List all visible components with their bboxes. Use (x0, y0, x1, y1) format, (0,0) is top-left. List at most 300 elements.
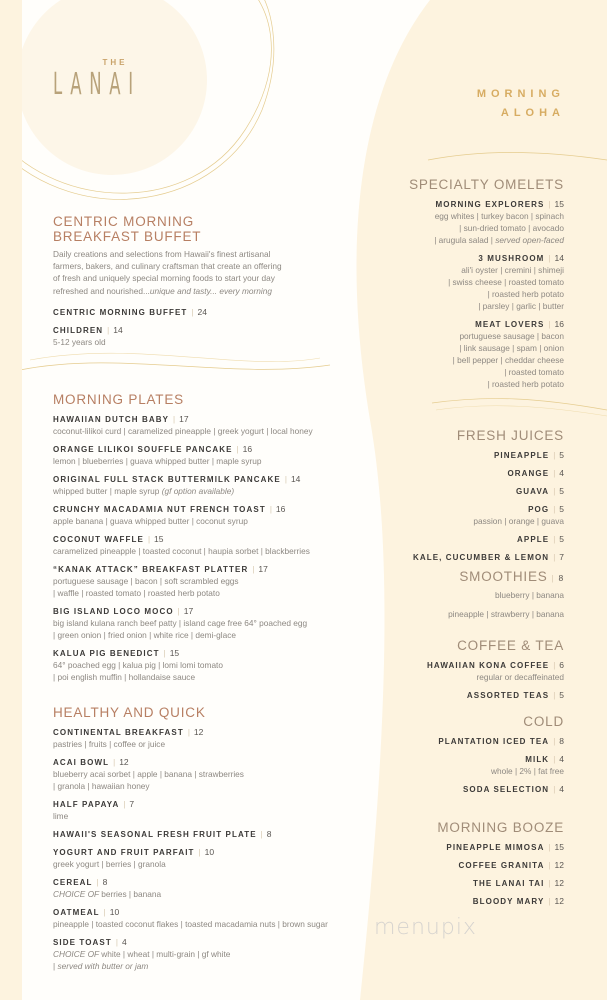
menu-item (53, 604, 373, 641)
menu-item (53, 797, 373, 822)
menu-item (364, 550, 564, 563)
tagline-line: ALOHA (500, 107, 565, 119)
description-text: caramelized pineapple | toasted coconut | haupia sorbet | blackberries (53, 546, 310, 556)
section-smoothies (364, 569, 564, 620)
menu-item (364, 734, 564, 747)
section-title: BREAKFAST BUFFET (53, 229, 202, 244)
item-description (364, 590, 564, 601)
item-price: 16 (275, 504, 286, 514)
intro-text: refreshed and nourished... (53, 285, 150, 296)
item-name: HAWAII'S SEASONAL FRESH FRUIT PLATE (53, 830, 257, 839)
separator: | (548, 897, 551, 906)
item-description (364, 378, 564, 390)
separator: | (163, 649, 166, 658)
separator: | (177, 607, 180, 616)
menu-item (364, 590, 564, 601)
section-title-text: HEALTHY AND QUICK (53, 705, 206, 720)
item-header (364, 197, 564, 210)
item-price: 12 (193, 727, 204, 737)
description-text: | roasted tomato (504, 367, 564, 377)
item-name: ACAI BOWL (53, 758, 110, 767)
item-description (53, 659, 373, 671)
item-name: MEAT LOVERS (475, 320, 545, 329)
gold-divider (30, 353, 320, 361)
item-description (53, 858, 373, 870)
item-name: CENTRIC MORNING BUFFET (53, 307, 188, 317)
description-text: CHOICE OF (53, 889, 102, 899)
separator: | (284, 475, 287, 484)
separator: | (548, 320, 551, 329)
item-header (53, 472, 373, 485)
item-description (364, 609, 564, 620)
description-text: served with butter or jam (57, 961, 149, 971)
menu-item (53, 502, 373, 527)
separator: | (269, 505, 272, 514)
description-text: blueberry acai sorbet | apple | banana | strawberries (53, 769, 244, 779)
menu-item (53, 562, 373, 599)
item-name: HAWAIIAN DUTCH BABY (53, 415, 170, 424)
item-description (53, 575, 373, 587)
item-description (364, 330, 564, 342)
separator: | (548, 861, 551, 870)
separator: | (123, 800, 126, 809)
item-price: 4 (121, 937, 127, 947)
separator: | (113, 758, 116, 767)
section-title (364, 638, 564, 653)
item-name: CEREAL (53, 878, 93, 887)
restaurant-logo (40, 58, 190, 102)
menu-item (364, 317, 564, 390)
separator: | (187, 728, 190, 737)
item-price: 17 (179, 414, 189, 424)
item-price: 16 (242, 444, 253, 454)
item-header (364, 858, 564, 871)
menu-item (364, 782, 564, 795)
menu-item (364, 197, 564, 246)
item-header (364, 734, 564, 747)
menu-item (364, 752, 564, 777)
description-text: | roasted herb potato (487, 289, 564, 299)
description-text: coconut-lilikoi curd | caramelized pineapple | greek yogurt | local honey (53, 426, 313, 436)
separator: | (553, 469, 556, 478)
section-title-text: COLD (523, 714, 564, 729)
item-header (53, 532, 373, 545)
item-header (53, 323, 373, 336)
description-text: portuguese sausage | bacon (459, 331, 564, 341)
item-description (53, 888, 373, 900)
section-morning-plates (53, 392, 373, 683)
description-text: portuguese sausage | bacon | soft scrambled eggs (53, 576, 239, 586)
item-name: HAWAIIAN KONA COFFEE (427, 661, 550, 670)
tagline-line: MORNING (476, 88, 565, 100)
menu-item (53, 755, 373, 792)
separator: | (96, 878, 99, 887)
item-description (364, 276, 564, 288)
item-description (364, 671, 564, 683)
item-price: 14 (113, 324, 123, 335)
menu-item (364, 251, 564, 312)
item-name: THE LANAI TAI (472, 879, 545, 888)
item-header (364, 484, 564, 497)
description-text: ali'i oyster | cremini | shimeji (461, 265, 564, 275)
item-description (53, 810, 373, 822)
separator: | (553, 737, 556, 746)
separator: | (260, 830, 263, 839)
item-header (364, 894, 564, 907)
separator: | (103, 908, 106, 917)
logo-name: LANAI (53, 67, 141, 102)
item-header (53, 412, 373, 425)
item-name: CHILDREN (53, 325, 104, 335)
section-title-text: COFFEE & TEA (457, 638, 564, 653)
separator: | (551, 574, 555, 583)
description-text: lemon | blueberries | guava whipped butter | maple syrup (53, 456, 262, 466)
item-description (53, 425, 373, 437)
item-name: CRUNCHY MACADAMIA NUT FRENCH TOAST (53, 505, 266, 514)
item-price: 15 (554, 842, 564, 852)
section-price: 8 (558, 573, 564, 583)
gold-divider (20, 363, 330, 370)
item-price: 12 (554, 860, 564, 870)
separator: | (553, 451, 556, 460)
item-description (53, 455, 373, 467)
item-header (53, 502, 373, 515)
menu-item (364, 658, 564, 683)
item-price: 12 (554, 878, 564, 888)
menu-item (53, 323, 373, 348)
item-header (364, 840, 564, 853)
item-header (53, 725, 373, 738)
description-text: | bell pepper | cheddar cheese (452, 355, 564, 365)
item-header (364, 317, 564, 330)
item-price: 24 (197, 306, 207, 317)
description-text: white | wheat | multi-grain | gf white (101, 949, 231, 959)
item-name: BLOODY MARY (472, 897, 545, 906)
separator: | (553, 535, 556, 544)
left-cream-strip (0, 0, 22, 1000)
item-price: 8 (102, 877, 108, 887)
item-price: 14 (290, 474, 301, 484)
menu-item (364, 448, 564, 461)
item-header (53, 797, 373, 810)
section-title-text: SMOOTHIES (459, 569, 548, 584)
item-price: 12 (119, 757, 129, 767)
item-header (53, 442, 373, 455)
section-title (53, 705, 373, 720)
item-description (53, 587, 373, 599)
separator: | (236, 445, 239, 454)
item-name: MORNING EXPLORERS (435, 200, 545, 209)
item-price: 7 (129, 799, 135, 809)
intro-line: of fresh and uniquely special morning foods to start your day (53, 273, 275, 284)
item-name: PINEAPPLE (493, 451, 550, 460)
description-text: | roasted herb potato (487, 379, 564, 389)
item-header (53, 646, 373, 659)
item-price: 8 (559, 736, 564, 746)
item-name: CONTINENTAL BREAKFAST (53, 728, 184, 737)
item-price: 16 (554, 319, 564, 329)
description-text: lime (53, 811, 69, 821)
item-name: ORIGINAL FULL STACK BUTTERMILK PANCAKE (53, 475, 281, 484)
description-text: greek yogurt | berries | granola (53, 859, 166, 869)
item-name: “KANAK ATTACK” BREAKFAST PLATTER (53, 565, 249, 574)
description-text: served open-faced (495, 235, 564, 245)
item-price: 15 (169, 648, 180, 658)
description-text: 64° poached egg | kalua pig | lomi lomi tomato (53, 660, 223, 670)
description-text: | sun-dried tomato | avocado (459, 223, 564, 233)
buffet-intro (53, 248, 373, 297)
section-title (364, 428, 564, 443)
description-text: | swiss cheese | roasted tomato (448, 277, 564, 287)
item-header (364, 532, 564, 545)
item-price: 5 (559, 486, 564, 496)
separator: | (173, 415, 176, 424)
description-text: CHOICE OF (53, 949, 102, 959)
item-description (53, 960, 373, 972)
item-price: 10 (109, 907, 120, 917)
item-price: 17 (183, 606, 194, 616)
item-name: HALF PAPAYA (53, 800, 120, 809)
intro-line: Daily creations and selections from Hawaii's finest artisanal (53, 249, 271, 259)
description-text: (gf option available) (161, 486, 235, 496)
item-header (53, 562, 373, 575)
item-name: 3 MUSHROOM (478, 254, 545, 263)
item-description (364, 288, 564, 300)
item-price: 12 (554, 896, 564, 906)
item-header (364, 752, 564, 765)
separator: | (553, 755, 556, 764)
description-text: | green onion | fried onion | white rice | demi-glace (53, 630, 236, 640)
item-price: 10 (204, 847, 215, 857)
item-name: YOGURT AND FRUIT PARFAIT (53, 848, 195, 857)
watermark: menupix (374, 915, 477, 940)
description-text: passion | orange | guava (473, 516, 564, 526)
item-header (53, 875, 373, 888)
intro-tagline: unique and tasty... every morning (149, 285, 272, 296)
description-text: big island kulana ranch beef patty | island cage free 64° poached egg (53, 618, 308, 628)
item-description (53, 918, 373, 930)
menu-item (53, 845, 373, 870)
item-header (364, 448, 564, 461)
item-name: OATMEAL (53, 908, 100, 917)
item-header (364, 688, 564, 701)
section-title-text: FRESH JUICES (456, 428, 564, 443)
section-morning-booze (364, 820, 564, 907)
item-description (364, 515, 564, 527)
separator: | (553, 553, 556, 562)
item-price: 4 (559, 784, 564, 794)
item-name: SODA SELECTION (462, 785, 550, 794)
separator: | (115, 938, 118, 947)
separator: | (198, 848, 201, 857)
item-description (53, 545, 373, 557)
menu-item (53, 305, 373, 318)
item-description (364, 765, 564, 777)
separator: | (553, 487, 556, 496)
menu-item (53, 905, 373, 930)
item-header (364, 782, 564, 795)
menu-item (364, 840, 564, 853)
item-name: COFFEE GRANITA (458, 861, 545, 870)
description-text: | granola | hawaiian honey (53, 781, 150, 791)
item-name: MILK (525, 755, 550, 764)
section-cold (364, 714, 564, 795)
description-text: pineapple | strawberry | banana (448, 609, 564, 619)
description-text: pineapple | toasted coconut flakes | toasted macadamia nuts | brown sugar (53, 919, 328, 929)
item-name: ORANGE (507, 469, 550, 478)
item-description (53, 629, 373, 641)
section-title: CENTRIC MORNING (53, 214, 194, 229)
menu-item (364, 484, 564, 497)
item-price: 14 (554, 253, 564, 263)
item-price: 15 (554, 199, 564, 209)
separator: | (252, 565, 255, 574)
section-fresh-juices (364, 428, 564, 563)
description-text: | parsley | garlic | butter (478, 301, 564, 311)
item-price: 5 (559, 450, 564, 460)
menu-item (364, 502, 564, 527)
item-header (364, 658, 564, 671)
item-price: 8 (266, 829, 272, 839)
description-text: | waffle | roasted tomato | roasted herb potato (53, 588, 220, 598)
menu-item (53, 532, 373, 557)
item-description (53, 485, 373, 497)
description-text: egg whites | turkey bacon | spinach (434, 211, 564, 221)
item-header (53, 604, 373, 617)
separator: | (548, 254, 551, 263)
description-text: | (53, 961, 58, 971)
item-description (53, 780, 373, 792)
item-header (53, 755, 373, 768)
item-header (53, 305, 373, 318)
item-description (364, 354, 564, 366)
section-title (364, 569, 564, 586)
item-price: 6 (559, 660, 564, 670)
item-name: APPLE (517, 535, 550, 544)
item-header (364, 502, 564, 515)
item-header (364, 550, 564, 563)
item-description (53, 336, 373, 348)
section-title-text: MORNING PLATES (53, 392, 184, 407)
separator: | (553, 691, 556, 700)
menu-item (53, 875, 373, 900)
item-description (364, 300, 564, 312)
item-description (364, 342, 564, 354)
item-price: 4 (559, 754, 564, 764)
section-title (364, 177, 564, 192)
item-description (53, 738, 373, 750)
section-title (53, 392, 373, 407)
item-description (53, 671, 373, 683)
item-name: KALUA PIG BENEDICT (53, 649, 160, 658)
separator: | (548, 200, 551, 209)
description-text: apple banana | guava whipped butter | coconut syrup (53, 516, 248, 526)
item-description (53, 515, 373, 527)
item-description (53, 948, 373, 960)
menu-item (364, 466, 564, 479)
item-header (53, 935, 373, 948)
item-name: ASSORTED TEAS (466, 691, 550, 700)
separator: | (191, 307, 194, 317)
menu-item (364, 858, 564, 871)
menu-item (53, 827, 373, 840)
description-text: | link sausage | spam | onion (459, 343, 564, 353)
menu-item (364, 894, 564, 907)
item-description (364, 222, 564, 234)
item-header (53, 845, 373, 858)
item-name: POG (528, 505, 550, 514)
section-healthy-and-quick (53, 705, 373, 972)
description-text: blueberry | banana (494, 590, 564, 600)
menu-item (53, 472, 373, 497)
separator: | (553, 505, 556, 514)
item-description (53, 617, 373, 629)
menu-item (364, 532, 564, 545)
intro-line: farmers, bakers, and culinary craftsman that create an offering (53, 261, 282, 272)
menu-item (53, 412, 373, 437)
item-name: PLANTATION ICED TEA (438, 737, 550, 746)
item-description (364, 234, 564, 246)
section-title-text: SPECIALTY OMELETS (409, 177, 564, 192)
item-name: ORANGE LILIKOI SOUFFLE PANCAKE (53, 445, 233, 454)
description-text: pastries | fruits | coffee or juice (53, 739, 166, 749)
section-title-text: MORNING BOOZE (437, 820, 564, 835)
separator: | (553, 785, 556, 794)
description-text: | poi english muffin | hollandaise sauce (53, 672, 196, 682)
separator: | (548, 879, 551, 888)
section-title (364, 820, 564, 835)
buffet-items (53, 305, 373, 348)
item-description (364, 366, 564, 378)
section-title (364, 714, 564, 729)
menu-item (364, 609, 564, 620)
item-header (53, 905, 373, 918)
menu-item (53, 725, 373, 750)
separator: | (548, 843, 551, 852)
description-text: 5-12 years old (53, 336, 106, 347)
menu-item (53, 442, 373, 467)
logo-the: THE (102, 58, 128, 67)
item-price: 5 (559, 534, 564, 544)
item-price: 5 (559, 504, 564, 514)
item-price: 4 (559, 468, 564, 478)
item-header (364, 466, 564, 479)
description-text: regular or decaffeinated (476, 672, 564, 682)
item-name: KALE, CUCUMBER & LEMON (412, 553, 550, 562)
menu-item (53, 935, 373, 972)
item-name: GUAVA (515, 487, 550, 496)
item-price: 7 (559, 552, 564, 562)
item-header (53, 827, 373, 840)
item-name: SIDE TOAST (53, 938, 112, 947)
item-description (364, 210, 564, 222)
description-text: whipped butter | maple syrup (53, 486, 162, 496)
item-header (364, 876, 564, 889)
section-specialty-omelets (364, 177, 564, 390)
item-name: BIG ISLAND LOCO MOCO (53, 607, 174, 616)
item-name: PINEAPPLE MIMOSA (446, 843, 545, 852)
separator: | (147, 535, 151, 544)
menu-item (364, 876, 564, 889)
item-price: 5 (559, 690, 564, 700)
separator: | (107, 325, 110, 335)
description-text: berries | banana (101, 889, 162, 899)
item-description (53, 768, 373, 780)
item-price: 17 (258, 564, 268, 574)
menu-item (53, 646, 373, 683)
item-name: COCONUT WAFFLE (53, 535, 144, 544)
description-text: | arugula salad | (434, 235, 496, 245)
